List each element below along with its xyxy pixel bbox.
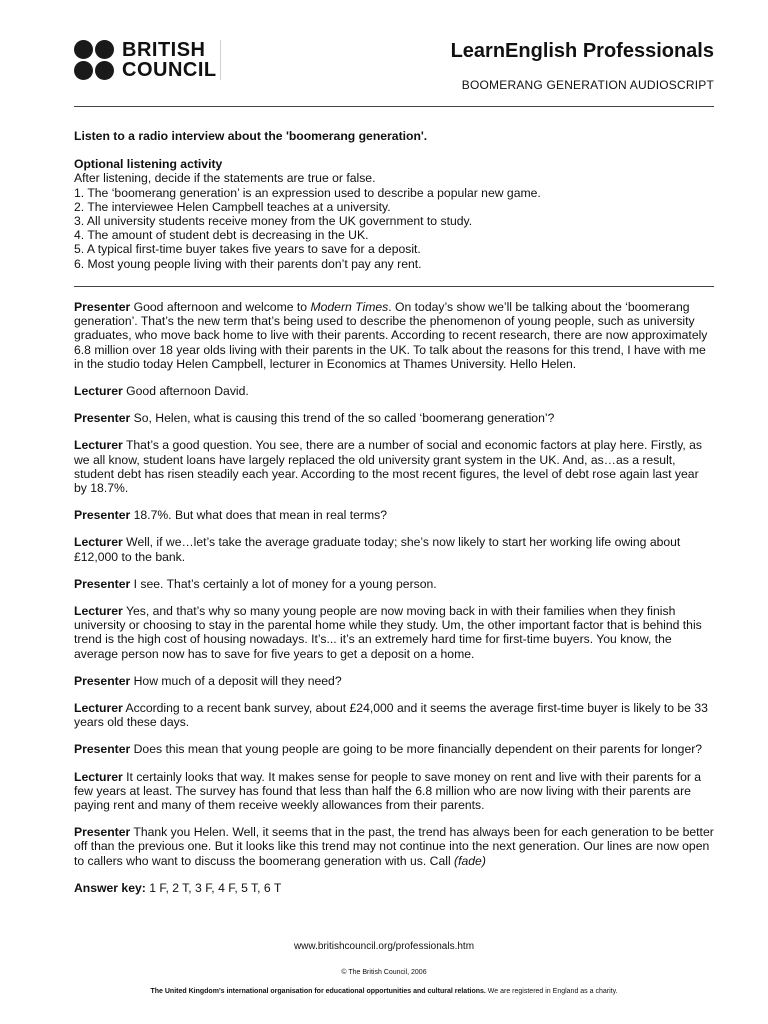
speaker-label: Presenter: [74, 742, 131, 757]
section-rule: [74, 286, 714, 287]
dialogue-turn: [74, 825, 714, 868]
dialogue-turn: [74, 604, 714, 661]
utterance-text: So, Helen, what is causing this trend of the so called ‘boomerang generation’?: [133, 411, 555, 426]
utterance-text: How much of a deposit will they need?: [133, 673, 342, 688]
utterance-text: That’s a good question. You see, there are a number of social and economic factors at play here. Firstly, as we all know, student loans have largely replaced the old university grant system in the UK. And, as…as a result, student debt has risen steadily each year. According to the most recent figures, the level of debt rose again last year by 18.7%.: [74, 438, 703, 496]
british-council-logo: [74, 38, 217, 82]
statement-list: [74, 186, 714, 271]
activity-instruction: After listening, decide if the statements are true or false.: [74, 171, 376, 186]
statement-item: 3. All university students receive money from the UK government to study.: [74, 214, 473, 229]
speaker-label: Presenter: [74, 300, 131, 314]
answer-key-value: 1 F, 2 T, 3 F, 4 F, 5 T, 6 T: [145, 880, 282, 895]
utterance-text: Yes, and that’s why so many young people are now moving back in with their families when they finish university or choosing to stay in the parental home while they study. Um, the other important factor that is behind this trend is the high cost of housing nowadays. It’s... it’s an extremely hard time for first-time buyers. You know, the average person now has to save for five years to get a deposit on a home.: [74, 604, 702, 661]
statement-item: 6. Most young people living with their parents don’t pay any rent.: [74, 256, 422, 271]
logo-divider: [220, 40, 221, 80]
footer-note-bold: The United Kingdom’s international organisation for educational opportunities and cultural relations.: [150, 988, 486, 995]
header-rule: [74, 106, 714, 107]
utterance-text: It certainly looks that way. It makes sense for people to save money on rent and live with their parents for a few years at least. The survey has found that less than half the 6.8 million who are now living with their parents are paying rent and many of them receive weekly allowances from their parents.: [74, 769, 702, 813]
speaker-label: Lecturer: [74, 701, 123, 716]
dialogue-turn: [74, 535, 714, 563]
speaker-label: Presenter: [74, 673, 131, 688]
speaker-label: Presenter: [74, 825, 131, 840]
dialogue-turn: [74, 674, 714, 688]
logo-wordmark: [122, 40, 217, 80]
speaker-label: Lecturer: [74, 769, 123, 784]
speaker-label: Presenter: [74, 411, 131, 426]
utterance-italic: Modern Times: [310, 300, 389, 314]
footer-copyright: © The British Council, 2006: [341, 969, 427, 976]
dialogue-turn: [74, 438, 714, 495]
dialogue-turn: [74, 742, 714, 756]
speaker-label: Lecturer: [74, 384, 123, 399]
utterance-text-cont: . On today’s show we’ll be talking about the ‘boomerang generation’. That’s the new term that’s being used to describe the phenomenon of young people, such as university graduates, who move back home to live with their parents. According to recent research, there are now approximately 6.8 million over 18 year olds living with their parents in the UK. To talk about the reasons for this trend, I have with me in the studio today Helen Campbell, lecturer in Economics at Thames University. Hello Helen.: [74, 300, 708, 371]
speaker-label: Lecturer: [74, 438, 123, 453]
footer-note-regular: We are registered in England as a charity.: [485, 988, 618, 995]
footer-url: www.britishcouncil.org/professionals.htm: [293, 941, 475, 952]
activity-title: Optional listening activity: [74, 157, 223, 172]
utterance-text: 18.7%. But what does that mean in real terms?: [133, 508, 387, 523]
utterance-text: Well, if we…let’s take the average graduate today; she’s now likely to start her working life owing about £12,000 to the bank.: [74, 535, 681, 564]
statement-item: 1. The ‘boomerang generation’ is an expression used to describe a popular new game.: [74, 185, 541, 200]
utterance-text: Does this mean that young people are going to be more financially dependent on their parents for longer?: [133, 742, 703, 757]
utterance-text: Thank you Helen. Well, it seems that in the past, the trend has always been for each generation to be better off than the previous one. But it looks like this trend may not continue into the next generation. Our lines are now open to callers who want to discuss the boomerang generation with us. Call: [74, 825, 714, 868]
dialogue-turn: [74, 770, 714, 813]
utterance-text: According to a recent bank survey, about £24,000 and it seems the average first-time buyer is likely to be 33 years old these days.: [74, 701, 708, 730]
statement-item: 4. The amount of student debt is decreasing in the UK.: [74, 228, 369, 243]
speaker-label: Presenter: [74, 576, 131, 591]
statement-item: 5. A typical first-time buyer takes five years to save for a deposit.: [74, 242, 421, 257]
footer-note: [0, 988, 768, 995]
dialogue-turn: [74, 701, 714, 729]
utterance-italic: (fade): [454, 853, 486, 868]
utterance-text: I see. That’s certainly a lot of money for a young person.: [133, 576, 437, 591]
speaker-label: Presenter: [74, 508, 131, 523]
page-subtitle: BOOMERANG GENERATION AUDIOSCRIPT: [461, 78, 714, 92]
page-title: LearnEnglish Professionals: [450, 40, 714, 62]
logo-dots-icon: [74, 40, 114, 80]
speaker-label: Lecturer: [74, 604, 123, 619]
answer-key-label: Answer key:: [74, 880, 146, 895]
statement-item: 2. The interviewee Helen Campbell teaches at a university.: [74, 199, 391, 214]
speaker-label: Lecturer: [74, 535, 123, 550]
intro-heading: Listen to a radio interview about the 'boomerang generation'.: [74, 129, 428, 143]
dialogue-turn: [74, 508, 714, 522]
dialogue-turn: [74, 384, 714, 398]
audioscript-dialogue: [74, 300, 714, 908]
utterance-text: Good afternoon David.: [126, 384, 249, 399]
dialogue-turn: [74, 577, 714, 591]
utterance-text: Good afternoon and welcome to: [133, 300, 311, 314]
dialogue-turn: [74, 300, 714, 371]
dialogue-turn: [74, 411, 714, 425]
logo-line-1: BRITISH: [122, 39, 206, 61]
answer-key: [74, 881, 714, 895]
logo-line-2: COUNCIL: [122, 59, 217, 81]
intro-section: [74, 129, 714, 271]
